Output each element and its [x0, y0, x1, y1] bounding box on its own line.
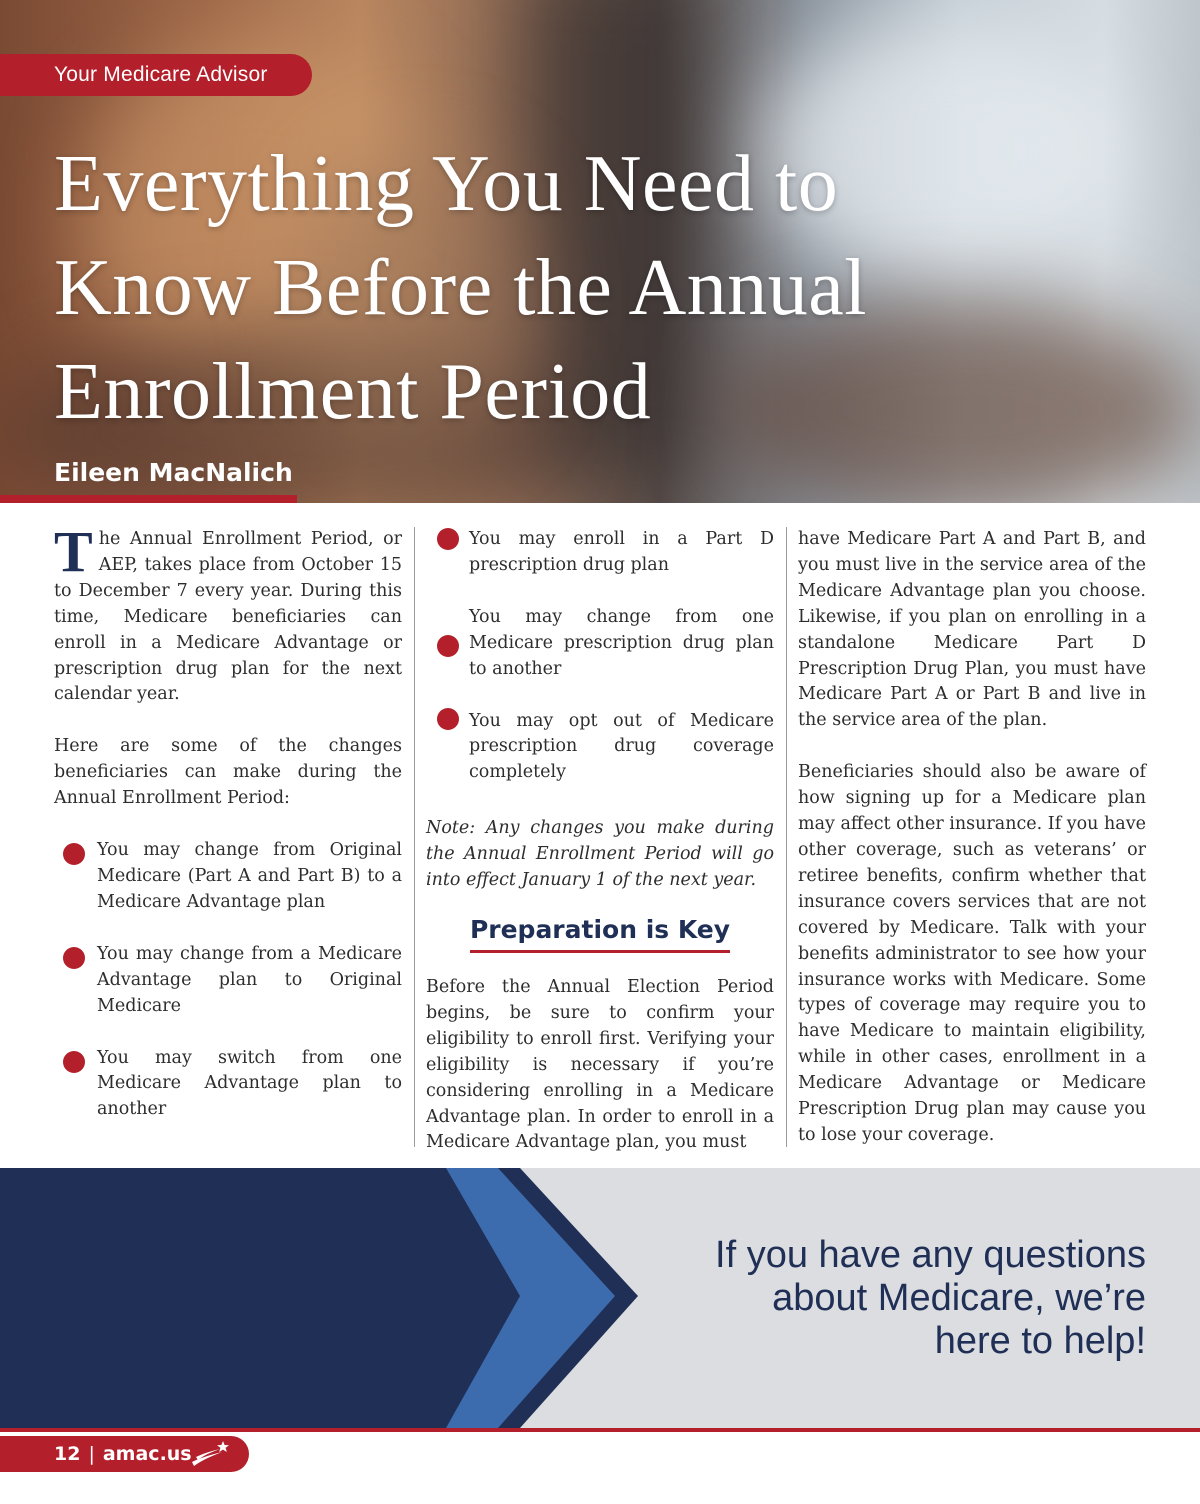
bullet-dot-icon [63, 843, 85, 865]
drop-cap: T [54, 519, 93, 584]
bullet-dot-icon [63, 1051, 85, 1073]
list-item [426, 527, 774, 579]
column-divider [786, 527, 787, 1147]
list-item [54, 1046, 402, 1124]
list-item [54, 838, 402, 916]
section-label: Your Medicare Advisor [0, 54, 312, 96]
author-name: Eileen MacNalich [54, 458, 293, 487]
banner-message [586, 1234, 1146, 1363]
subhead-container [426, 914, 774, 953]
amac-star-swoosh-icon [190, 1440, 230, 1468]
title-line: Enrollment Period [54, 348, 652, 436]
banner-line: about Medicare, we’re [772, 1277, 1146, 1319]
prep-paragraph-continued: have Medicare Part A and Part B, and you must live in the service area of the Medicare Advantage plan you choose. Likewise, if you plan on enrolling in a standalone Medicare Part D Prescription Drug Plan, you must have Medicare Part A or Part B and live in the service area of the plan. [798, 529, 1146, 731]
help-banner [0, 1168, 1200, 1428]
bullet-dot-icon [63, 947, 85, 969]
author-underline [0, 495, 297, 503]
list-item-text: You may switch from one Medicare Advantage plan to another [97, 1047, 402, 1120]
bullet-dot-icon [437, 635, 459, 657]
article-title [54, 132, 1154, 444]
subhead-title: Preparation is Key [470, 914, 730, 953]
footer-separator: | [88, 1443, 95, 1465]
list-item-text: You may change from Original Medicare (Part A and Part B) to a Medicare Advantage plan [97, 840, 402, 912]
bullet-dot-icon [437, 708, 459, 730]
changes-list [54, 838, 402, 1123]
list-item [426, 709, 774, 787]
note-paragraph: Note: Any changes you make during the Annual Enrollment Period will go into effect January 1 of the next year. [426, 818, 774, 891]
page-footer-tab [0, 1436, 249, 1472]
title-line: Know Before the Annual [54, 244, 868, 332]
changes-list-continued [426, 527, 774, 786]
title-line: Everything You Need to [54, 140, 839, 228]
intro-paragraph [54, 519, 402, 708]
hero-image [0, 0, 1200, 503]
list-item-text: You may change from one Medicare prescription drug plan to another [469, 606, 774, 679]
site-link[interactable]: amac.us [102, 1443, 192, 1465]
prep-paragraph: Before the Annual Election Period begins, be sure to confirm your eligibility to enroll first. Verifying your eligibility is necessary if you’re considering enrolling in a Medicare Advantage plan. In order to enroll in a Medicare Advantage plan, you must [426, 976, 774, 1153]
list-item-text: You may change from a Medicare Advantage plan to Original Medicare [97, 943, 402, 1016]
bullet-dot-icon [437, 528, 459, 550]
column-divider [414, 527, 415, 1147]
banner-line: If you have any questions [715, 1234, 1146, 1276]
column-2 [426, 527, 774, 1156]
list-item-text: You may opt out of Medicare prescription drug coverage completely [469, 710, 774, 783]
list-item [426, 605, 774, 683]
footer-rule [0, 1428, 1200, 1432]
changes-intro-paragraph: Here are some of the changes beneficiaries can make during the Annual Enrollment Period: [54, 736, 402, 809]
column-1 [54, 519, 402, 1123]
intro-text: he Annual Enrollment Period, or AEP, takes place from October 15 to December 7 every year. During this time, Medicare beneficiaries can enroll in a Medicare Advantage or prescription drug plan for the next calendar year. [54, 529, 402, 705]
coverage-paragraph: Beneficiaries should also be aware of how signing up for a Medicare plan may affect other insurance. If you have other coverage, such as veterans’ or retiree benefits, confirm whether that insurance covers services that are not covered by Medicare. Talk with your benefits administrator to see how your insurance works with Medicare. Some types of coverage may require you to have Medicare to maintain eligibility, while in other cases, enrollment in a Medicare Advantage or Medicare Prescription Drug plan may cause you to lose your coverage. [798, 762, 1146, 1145]
list-item-text: You may enroll in a Part D prescription drug plan [469, 529, 774, 575]
banner-line: here to help! [934, 1320, 1146, 1362]
column-3 [798, 527, 1146, 1149]
list-item [54, 942, 402, 1020]
page-number: 12 [54, 1443, 81, 1465]
